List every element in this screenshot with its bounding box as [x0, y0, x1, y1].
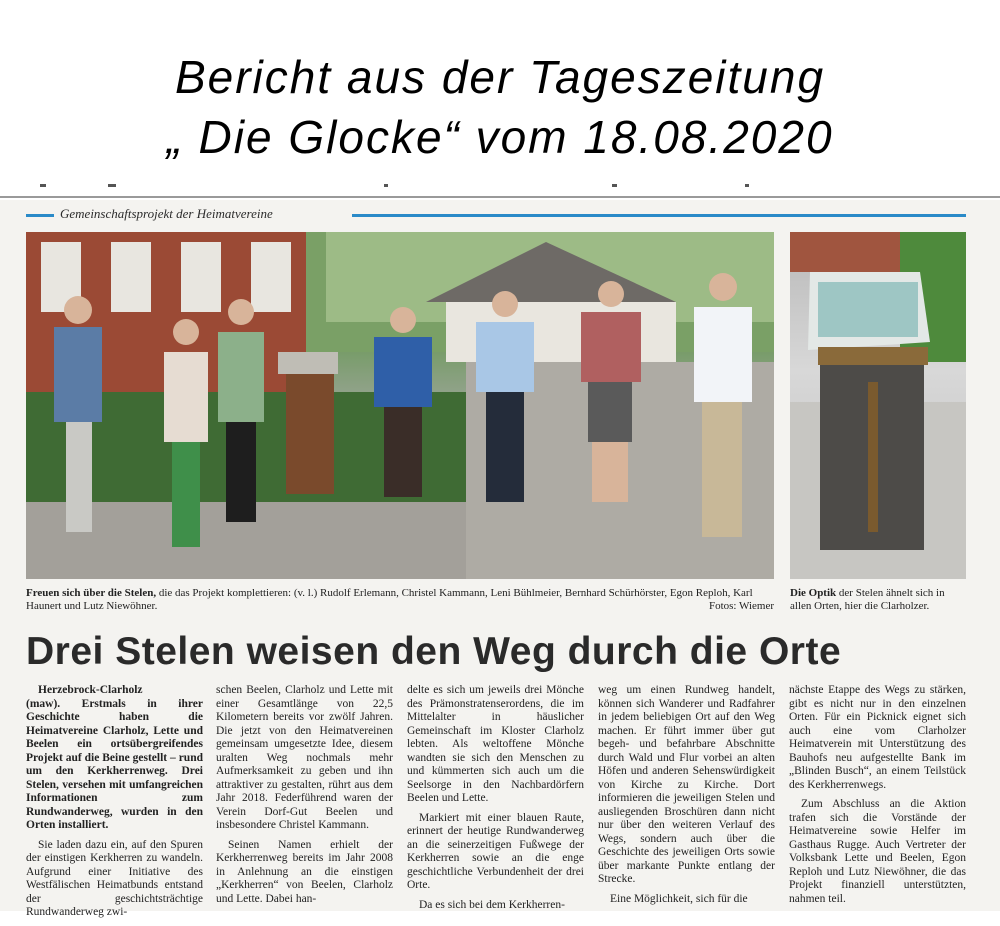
article-kicker: Gemeinschaftsprojekt der Heimatvereine — [60, 206, 273, 221]
article-column-2 — [216, 684, 393, 912]
article-body — [26, 684, 966, 918]
side-photo-caption — [790, 587, 966, 613]
photo-caption-text: die das Projekt komplettieren: (v. l.) Rudolf Erlemann, Christel Kammann, Leni Bühlmeier, Bernhard Schürhörster, Egon Reploh, Karl Haunert und Lutz Niewöhner. — [26, 587, 753, 612]
article-column-4 — [598, 684, 775, 912]
scan-artifact — [40, 184, 46, 187]
article-paragraph: delte es sich um jeweils drei Mönche des Prämonstratenserordens, die im Mittelalter in häuslicher Gemeinschaft im Kloster Clarholz lebten. Als weltoffene Mönche wandten sie sich den Menschen zu und kümmerten sich auch um die Seelsorge in den Nachbardörfern Beelen und Lette. — [407, 684, 584, 804]
article-paragraph: Zum Abschluss an die Aktion trafen sich die Vorstände der Heimatvereine sowie Helfer im Gasthaus Rugge. Auch Vertreter der Volksbank Lette und Beelen, Egon Reploh und Lutz Niewöhner, die das Projekt finanziell unterstützten, nahmen teil. — [789, 798, 966, 905]
article-headline: Drei Stelen weisen den Weg durch die Orte — [26, 630, 842, 673]
kicker-bar-right — [352, 214, 966, 217]
scan-artifact — [108, 184, 116, 187]
banner-title-line-2: „ Die Glocke“ vom 18.08.2020 — [166, 111, 834, 163]
article-dateline: Herzebrock-Clarholz — [38, 684, 143, 696]
scan-artifact — [612, 184, 617, 187]
article-paragraph: Sie laden dazu ein, auf den Spuren der einstigen Kerkherren zu wandeln. Aufgrund einer Initiative des Westfälischen Heimatbunds entstand der geschichtsträchtige Rundwanderweg zwi- — [26, 838, 203, 918]
article-column-1 — [26, 684, 203, 926]
stele-photo — [790, 232, 966, 579]
side-caption-text: der Stelen ähnelt sich in allen Orten, hier die Clarholzer. — [790, 587, 945, 612]
article-column-5 — [789, 684, 966, 912]
photo-credit: Fotos: Wiemer — [708, 600, 774, 612]
report-banner — [0, 0, 1000, 196]
side-caption-lead: Die Optik — [790, 587, 837, 599]
kicker-bar-left — [26, 214, 54, 217]
article-paragraph: weg um einen Rundweg handelt, können sich Wanderer und Radfahrer in jedem beliebigen Ort auf den Weg machen. Er führt immer über gut begeh- und befahrbare Abschnitte durch Wald und Flur vorbei an alten Höfen und anderen Sehenswürdigkeit von Kirche zu Kirche. Dort informieren die jeweiligen Stelen und ausliegenden Broschüren dann nicht nur über den weiteren Verlauf des Wegs, sondern auch über die Geschichte des jeweiligen Orts sowie über markante Punkte entlang der Strecke. — [598, 684, 775, 885]
article-paragraph: schen Beelen, Clarholz und Lette mit einer Gesamtlänge von 22,5 Kilometern bereits vor zwölf Jahren. Die jetzt von den Heimatvereinen gemeinsam umgesetzte Idee, diesem uralten Weg nochmals mehr Aufmerksamkeit zu geben und ihn attraktiver zu gestalten, rührt aus dem Jahr 2018. Federführend waren der Verein Dorf-Gut Beelen und insbesondere Christel Kammann. — [216, 684, 393, 831]
article-lead: (maw). Erstmals in ihrer Geschichte haben die Heimatvereine Clarholz, Lette und Beelen ein ortsübergreifendes Projekt auf die Beine gestellt – rund um den Kerkherrenweg. Drei Stelen, versehen mit umfangreichen Informationen zum Rundwanderweg, wurden in den Orten installiert. — [26, 697, 203, 831]
scan-artifact — [745, 184, 749, 187]
photo-caption-lead: Freuen sich über die Stelen, — [26, 587, 157, 599]
banner-title-line-1: Bericht aus der Tageszeitung — [174, 51, 826, 103]
photo-caption — [26, 587, 774, 613]
article-paragraph: nächste Etappe des Wegs zu stärken, gibt es nicht nur in den einzelnen Orten. Für ein Picknick eignet sich auch eine vom Clarholzer Heimatverein mit Unterstützung des Bauhofs neu aufgestellte Bank im „Blinden Busch“, an einem Teilstück des Kerkherrenwegs. — [789, 684, 966, 791]
banner-divider — [0, 196, 1000, 198]
article-column-3 — [407, 684, 584, 918]
article-paragraph: Eine Möglichkeit, sich für die — [610, 892, 748, 905]
group-photo — [26, 232, 774, 579]
scan-artifact — [384, 184, 388, 187]
article-paragraph: Da es sich bei dem Kerkherren- — [419, 898, 565, 911]
article-paragraph: Markiert mit einer blauen Raute, erinnert der heutige Rundwanderweg an die seinerzeitigen Fußwege der Kerkherren sowie an die enge geschichtliche Verbundenheit der drei Orte. — [407, 811, 584, 891]
group-photo-illustration — [26, 232, 774, 579]
article-paragraph: Seinen Namen erhielt der Kerkherrenweg bereits im Jahr 2008 in Anlehnung an die einstigen „Kerkherren“ von Beelen, Clarholz und Lette. Dabei han- — [216, 838, 393, 905]
stele-photo-illustration — [790, 232, 966, 579]
